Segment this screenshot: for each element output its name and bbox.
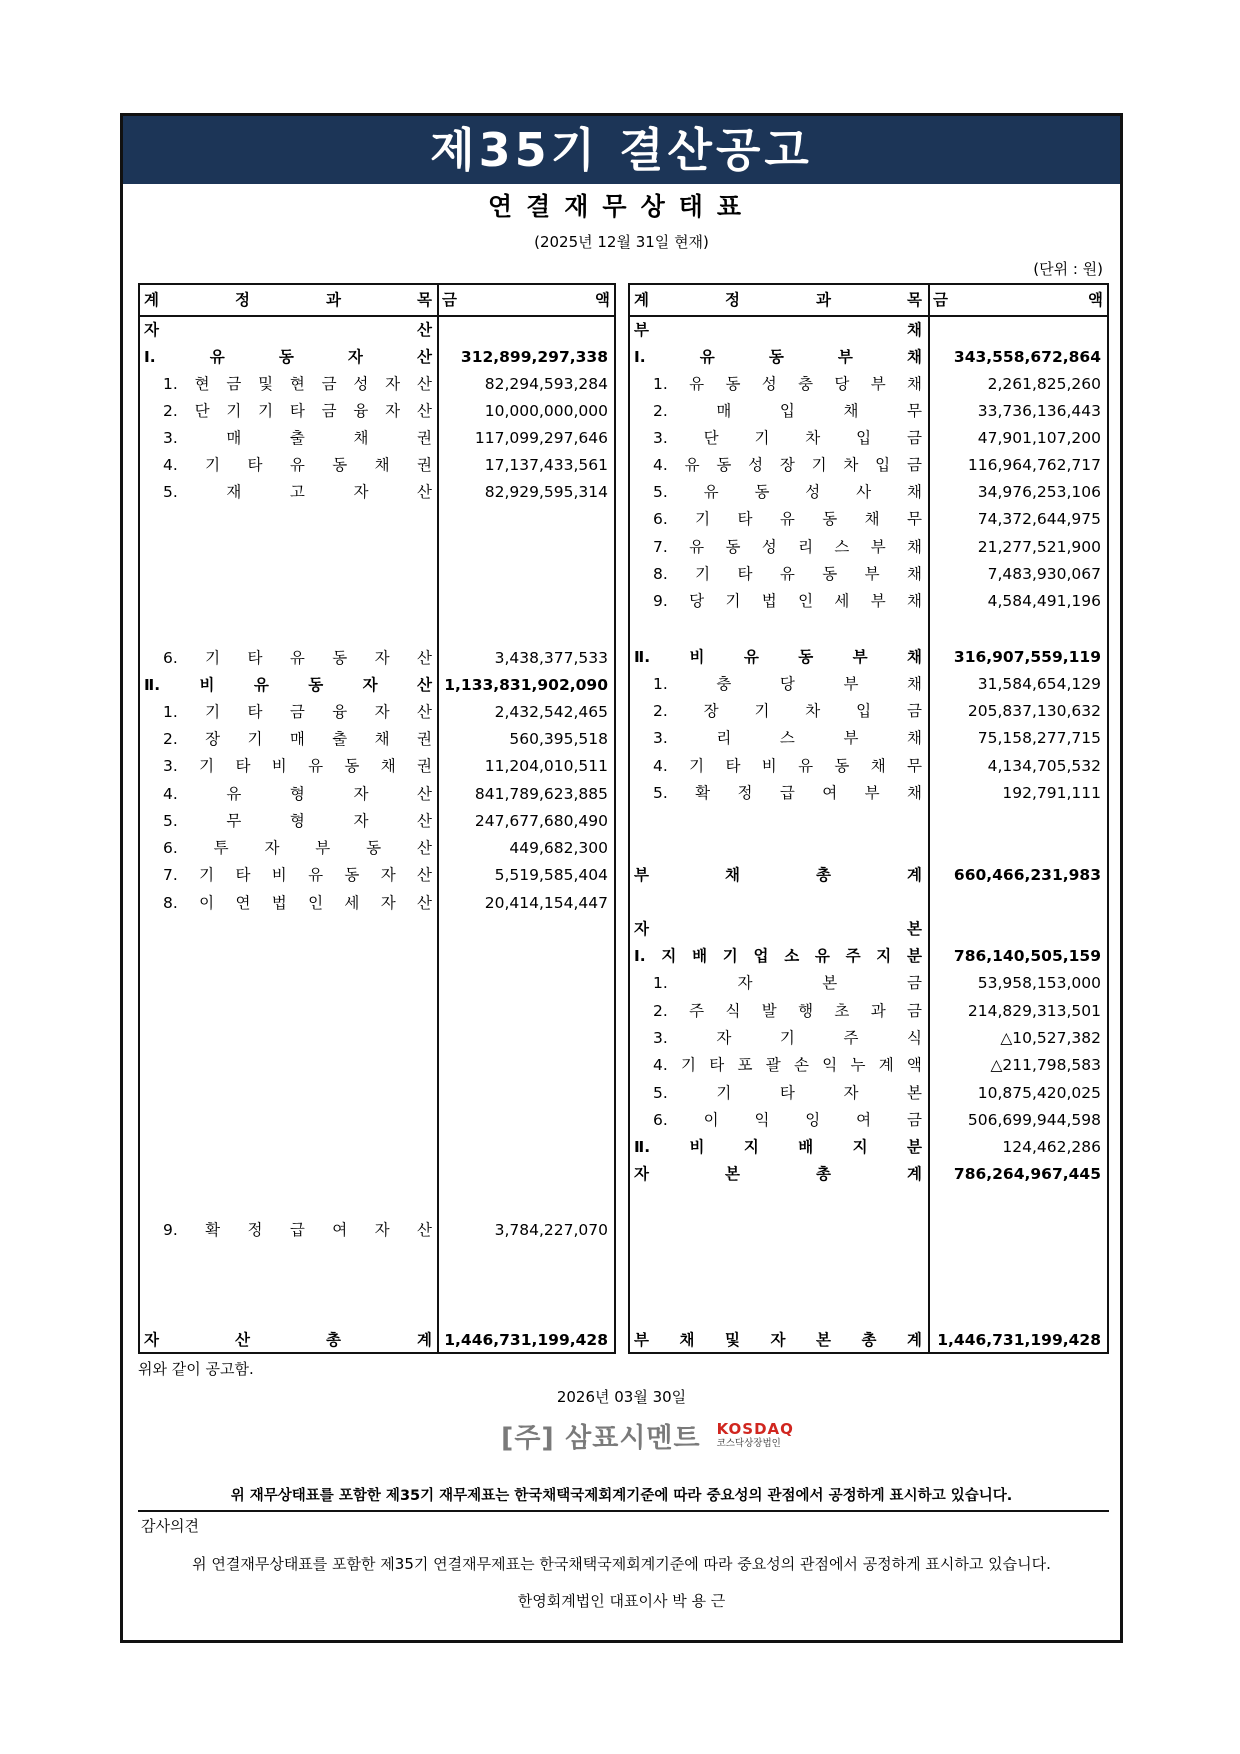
asset-row (140, 806, 614, 836)
amount-value: 1,133,831,902,090 (444, 676, 608, 694)
asset-row (140, 724, 614, 754)
asset-row (140, 396, 614, 426)
amount-value: 117,099,297,646 (474, 429, 608, 447)
account-name: 8. 이 연 법 인 세 자 산 (163, 894, 432, 912)
amount-value: 2,432,542,465 (494, 703, 608, 721)
account-name: 2. 장 기 차 입 금 (653, 702, 922, 720)
kosdaq-badge (716, 1419, 794, 1449)
liability-equity-row (630, 504, 1107, 534)
account-name: 6. 투 자 부 동 산 (163, 839, 432, 857)
account-name: 1. 기 타 금 융 자 산 (163, 703, 432, 721)
kosdaq-name: KOSDAQ (716, 1419, 794, 1438)
divider (138, 1510, 1109, 1512)
account-name: 자 본 (634, 920, 922, 938)
amount-value: 841,789,623,885 (474, 785, 608, 803)
account-name: 4. 기 타 유 동 채 권 (163, 456, 432, 474)
account-name: 7. 기 타 비 유 동 자 산 (163, 866, 432, 884)
liability-equity-row (630, 1105, 1107, 1135)
amount-header: 금 액 (933, 291, 1103, 309)
amount-value (440, 315, 608, 345)
amount-value: 192,791,111 (1002, 784, 1101, 802)
liability-equity-row (630, 1132, 1107, 1162)
account-name: 3. 기 타 비 유 동 채 권 (163, 757, 432, 775)
liability-equity-row (630, 996, 1107, 1026)
account-name: 4. 유 동 성 장 기 차 입 금 (653, 456, 922, 474)
amount-value: 4,134,705,532 (987, 757, 1101, 775)
account-name: Ⅰ. 지 배 기 업 소 유 주 지 분 (634, 947, 922, 965)
amount-value: 316,907,559,119 (953, 648, 1101, 666)
account-name: 6. 기 타 유 동 채 무 (653, 510, 922, 528)
liability-equity-row (630, 315, 1107, 345)
liability-equity-row (630, 532, 1107, 562)
amount-value: 4,584,491,196 (987, 592, 1101, 610)
asset-row (140, 369, 614, 399)
amount-value: △211,798,583 (990, 1056, 1101, 1074)
asset-row (140, 477, 614, 507)
amount-value (931, 315, 1101, 345)
account-name: 6. 이 익 잉 여 금 (653, 1111, 922, 1129)
amount-value: 3,438,377,533 (494, 649, 608, 667)
amount-value: 10,875,420,025 (977, 1084, 1101, 1102)
account-name: 7. 유 동 성 리 스 부 채 (653, 538, 922, 556)
amount-value: 1,446,731,199,428 (444, 1331, 608, 1349)
account-name: 1. 충 당 부 채 (653, 675, 922, 693)
amount-value: 786,140,505,159 (953, 947, 1101, 965)
asset-row (140, 860, 614, 890)
amount-value: 7,483,930,067 (987, 565, 1101, 583)
account-name: 5. 무 형 자 산 (163, 812, 432, 830)
statement-title: 연결재무상태표 (487, 192, 756, 221)
amount-value: 660,466,231,983 (953, 866, 1101, 884)
asset-total-row (140, 1325, 614, 1355)
kosdaq-caption: 코스닥상장법인 (716, 1437, 781, 1449)
auditor-signature: 한영회계법인 대표이사 박 용 근 (517, 1592, 726, 1610)
amount-value: 506,699,944,598 (967, 1111, 1101, 1129)
account-name: 자 산 (144, 321, 432, 339)
account-name: 부 채 총 계 (634, 866, 922, 884)
account-name: 5. 유 동 성 사 채 (653, 483, 922, 501)
amount-value: 560,395,518 (509, 730, 608, 748)
account-name: 3. 자 기 주 식 (653, 1029, 922, 1047)
account-name: 4. 유 형 자 산 (163, 785, 432, 803)
amount-value: 786,264,967,445 (953, 1165, 1101, 1183)
amount-value: 5,519,585,404 (494, 866, 608, 884)
liability-equity-row (630, 586, 1107, 616)
account-name: 8. 기 타 유 동 부 채 (653, 565, 922, 583)
liability-equity-row (630, 396, 1107, 426)
amount-value: 205,837,130,632 (967, 702, 1101, 720)
liability-equity-row (630, 477, 1107, 507)
asset-row (140, 423, 614, 453)
account-name: 부 채 및 자 본 총 계 (634, 1331, 922, 1349)
liability-equity-row (630, 696, 1107, 726)
notice-frame (120, 113, 1123, 1643)
account-name: 부 채 (634, 321, 922, 339)
liability-equity-row (630, 642, 1107, 672)
liability-equity-row (630, 450, 1107, 480)
amount-value (931, 914, 1101, 944)
assets-header-row (140, 285, 614, 315)
amount-value: 343,558,672,864 (953, 348, 1101, 366)
liability-equity-row (630, 559, 1107, 589)
assets-table (138, 283, 616, 1354)
amount-value: 3,784,227,070 (494, 1221, 608, 1239)
amount-value: 31,584,654,129 (977, 675, 1101, 693)
amount-value: 53,958,153,000 (977, 974, 1101, 992)
account-name: 1. 자 본 금 (653, 974, 922, 992)
amount-value: 17,137,433,561 (484, 456, 608, 474)
liability-equity-row (630, 1159, 1107, 1189)
liability-equity-row (630, 778, 1107, 808)
amount-value: 33,736,136,443 (977, 402, 1101, 420)
liability-equity-row (630, 369, 1107, 399)
amount-value: 10,000,000,000 (484, 402, 608, 420)
account-header: 계 정 과 목 (144, 291, 432, 309)
as-of-date: (2025년 12월 31일 현재) (534, 233, 709, 251)
asset-row (140, 779, 614, 809)
account-name: Ⅱ. 비 지 배 지 분 (634, 1138, 922, 1156)
account-name: 5. 재 고 자 산 (163, 483, 432, 501)
page-title: 제35기 결산공고 (123, 116, 1120, 184)
account-name: 1. 현 금 및 현 금 성 자 산 (163, 375, 432, 393)
liability-equity-row (630, 1050, 1107, 1080)
amount-value: 247,677,680,490 (474, 812, 608, 830)
asset-row (140, 342, 614, 372)
account-name: 1. 유 동 성 충 당 부 채 (653, 375, 922, 393)
account-name: 2. 장 기 매 출 채 권 (163, 730, 432, 748)
asset-row (140, 315, 614, 345)
liability-equity-row (630, 941, 1107, 971)
amount-value: 116,964,762,717 (967, 456, 1101, 474)
amount-value: 214,829,313,501 (967, 1002, 1101, 1020)
asset-row (140, 450, 614, 480)
asset-row (140, 643, 614, 673)
account-name: 5. 기 타 자 본 (653, 1084, 922, 1102)
liability-equity-row (630, 1078, 1107, 1108)
amount-header: 금 액 (442, 291, 610, 309)
account-name: Ⅰ. 유 동 자 산 (144, 348, 432, 366)
audit-opinion-label: 감사의견 (141, 1517, 199, 1535)
liability-equity-row (630, 860, 1107, 890)
account-name: Ⅱ. 비 유 동 자 산 (144, 676, 432, 694)
amount-value: 11,204,010,511 (484, 757, 608, 775)
amount-value: 449,682,300 (509, 839, 608, 857)
amount-value: 47,901,107,200 (977, 429, 1101, 447)
account-name: 5. 확 정 급 여 부 채 (653, 784, 922, 802)
amount-value: 20,414,154,447 (484, 894, 608, 912)
amount-value: 34,976,253,106 (977, 483, 1101, 501)
liability-equity-row (630, 723, 1107, 753)
amount-value: 74,372,644,975 (977, 510, 1101, 528)
amount-value: 75,158,277,715 (977, 729, 1101, 747)
audit-opinion-text: 위 연결재무상태표를 포함한 제35기 연결재무제표는 한국채택국제회계기준에 따라 중요성의 관점에서 공정하게 표시하고 있습니다. (192, 1555, 1051, 1573)
amount-value: 21,277,521,900 (977, 538, 1101, 556)
asset-row (140, 697, 614, 727)
asset-row (140, 888, 614, 918)
account-name: Ⅱ. 비 유 동 부 채 (634, 648, 922, 666)
notice-date: 2026년 03월 30일 (556, 1388, 687, 1406)
amount-value: 82,294,593,284 (484, 375, 608, 393)
account-name: Ⅰ. 유 동 부 채 (634, 348, 922, 366)
fair-presentation-statement: 위 재무상태표를 포함한 제35기 재무제표는 한국채택국제회계기준에 따라 중요성의 관점에서 공정하게 표시하고 있습니다. (230, 1488, 1013, 1504)
unit-label: (단위 : 원) (1033, 260, 1103, 278)
liability-equity-row (630, 914, 1107, 944)
liabilities-header-row (630, 285, 1107, 315)
account-name: 6. 기 타 유 동 자 산 (163, 649, 432, 667)
asset-row (140, 670, 614, 700)
account-name: 3. 단 기 차 입 금 (653, 429, 922, 447)
account-header: 계 정 과 목 (634, 291, 922, 309)
account-name: 9. 확 정 급 여 자 산 (163, 1221, 432, 1239)
account-name: 2. 단 기 기 타 금 융 자 산 (163, 402, 432, 420)
asset-row (140, 1215, 614, 1245)
liability-equity-row (630, 1325, 1107, 1355)
amount-value: 312,899,297,338 (460, 348, 608, 366)
amount-value: 82,929,595,314 (484, 483, 608, 501)
amount-value: 124,462,286 (1002, 1138, 1101, 1156)
asset-row (140, 751, 614, 781)
notice-text: 위와 같이 공고함. (138, 1360, 254, 1378)
asset-row (140, 833, 614, 863)
account-name: 2. 주 식 발 행 초 과 금 (653, 1002, 922, 1020)
account-name: 자 본 총 계 (634, 1165, 922, 1183)
amount-value: 1,446,731,199,428 (937, 1331, 1101, 1349)
liability-equity-row (630, 751, 1107, 781)
liability-equity-row (630, 1023, 1107, 1053)
amount-value: △10,527,382 (1000, 1029, 1101, 1047)
account-name: 9. 당 기 법 인 세 부 채 (653, 592, 922, 610)
liability-equity-row (630, 968, 1107, 998)
liability-equity-row (630, 669, 1107, 699)
account-name: 4. 기 타 포 괄 손 익 누 계 액 (653, 1056, 922, 1074)
account-name: 자 산 총 계 (144, 1331, 432, 1349)
account-name: 2. 매 입 채 무 (653, 402, 922, 420)
account-name: 3. 리 스 부 채 (653, 729, 922, 747)
account-name: 4. 기 타 비 유 동 채 무 (653, 757, 922, 775)
account-name: 3. 매 출 채 권 (163, 429, 432, 447)
liability-equity-row (630, 423, 1107, 453)
liabilities-equity-table (628, 283, 1109, 1354)
company-name: [주] 삼표시멘트 (501, 1422, 701, 1454)
company-logo (501, 1415, 794, 1455)
liability-equity-row (630, 342, 1107, 372)
amount-value: 2,261,825,260 (987, 375, 1101, 393)
